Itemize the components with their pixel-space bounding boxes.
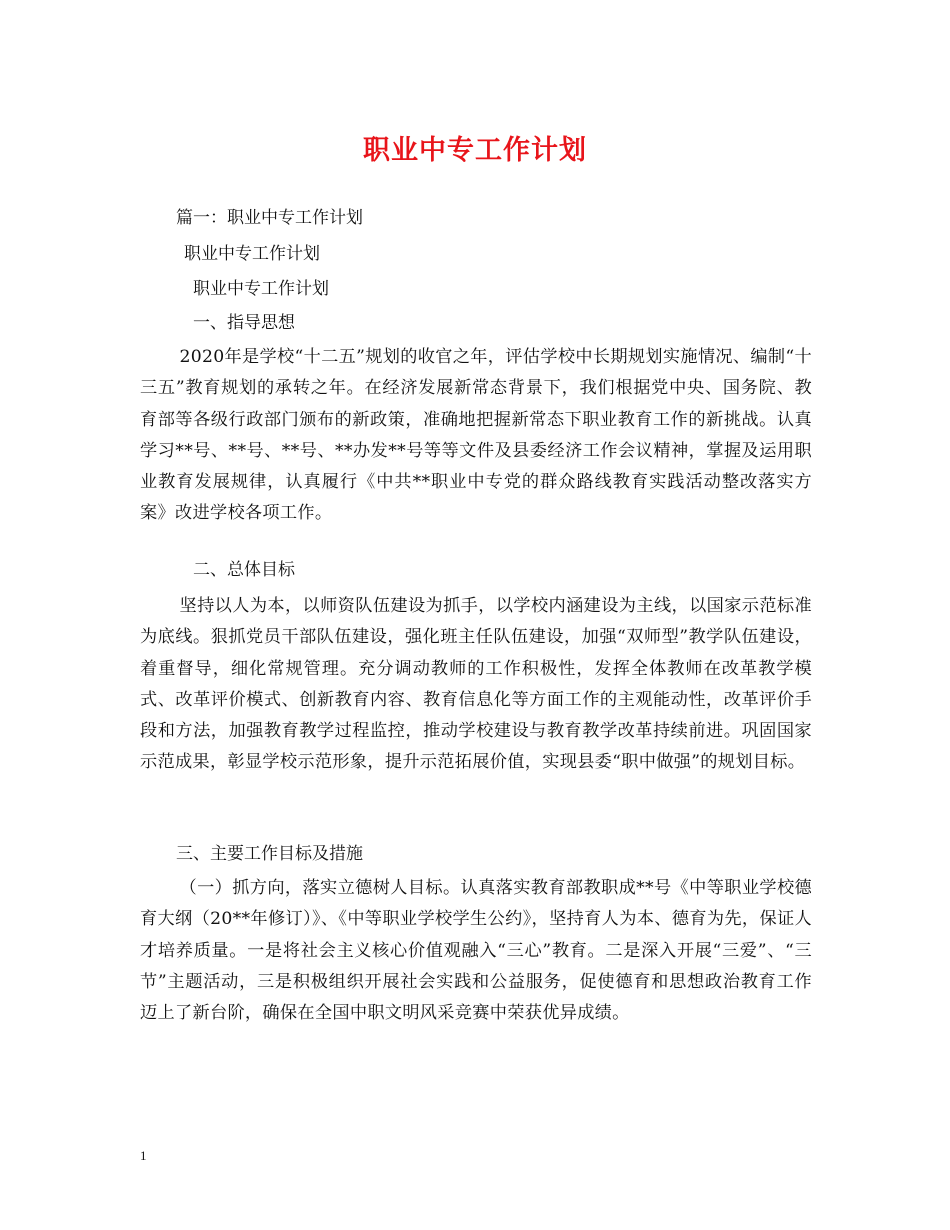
document-title: 职业中专工作计划 <box>363 135 587 166</box>
section-2-heading: 二、总体目标 <box>193 560 295 580</box>
section-1-paragraph: 2020年是学校“十二五”规划的收官之年，评估学校中长期规划实施情况、编制“十三五”教育规划的承转之年。在经济发展新常态背景下，我们根据党中央、国务院、教育部等各级行政部门颁布的新政策，准确地把握新常态下职业教育工作的新挑战。认真学习**号、**号、**号、**办发**号等等文件及县委经济工作会议精神，掌握及运用职业教育发展规律，认真履行《中共**职业中专党的群众路线教育实践活动整改落实方案》改进学校各项工作。 <box>140 347 812 524</box>
section-3-heading: 三、主要工作目标及措施 <box>176 844 363 864</box>
subtitle-1: 职业中专工作计划 <box>184 244 320 264</box>
section-2-paragraph: 坚持以人为本，以师资队伍建设为抓手，以学校内涵建设为主线，以国家示范标准为底线。狠抓党员干部队伍建设，强化班主任队伍建设，加强“双师型”教学队伍建设，着重督导，细化常规管理。充分调动教师的工作积极性，发挥全体教师在改革教学模式、改革评价模式、创新教育内容、教育信息化等方面工作的主观能动性，改革评价手段和方法，加强教育教学过程监控，推动学校建设与教育教学改革持续前进。巩固国家示范成果，彰显学校示范形象，提升示范拓展价值，实现县委“职中做强”的规划目标。 <box>140 596 812 773</box>
chapter-heading: 篇一：职业中专工作计划 <box>176 208 363 228</box>
page-number: 1 <box>140 1148 147 1163</box>
section-1-heading: 一、指导思想 <box>193 313 295 333</box>
section-3-1-paragraph: （一）抓方向，落实立德树人目标。认真落实教育部教职成**号《中等职业学校德育大纲（20**年修订）》、《中等职业学校学生公约》，坚持育人为本、德育为先，保证人才培养质量。一是将社会主义核心价值观融入“三心”教育。二是深入开展“三爱”、“三节”主题活动，三是积极组织开展社会实践和公益服务，促使德育和思想政治教育工作迈上了新台阶，确保在全国中职文明风采竞赛中荣获优异成绩。 <box>140 878 812 1023</box>
subtitle-2: 职业中专工作计划 <box>193 279 329 299</box>
